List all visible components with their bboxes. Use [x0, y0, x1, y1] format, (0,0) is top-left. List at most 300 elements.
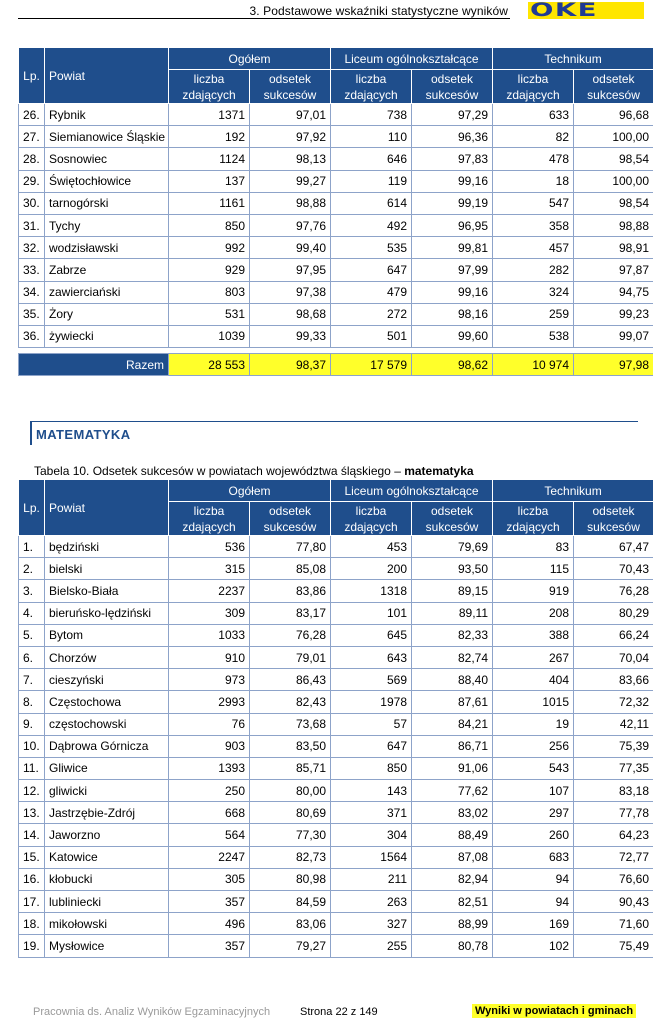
row-value: 110: [331, 126, 412, 148]
row-value: 75,39: [574, 735, 653, 757]
col-odsetek: odsetek sukcesów: [250, 502, 331, 536]
row-number: 13.: [19, 802, 45, 824]
table-row: [19, 802, 653, 824]
col-powiat: Powiat: [45, 480, 169, 536]
table-row: [19, 237, 653, 259]
col-lp: Lp.: [19, 480, 45, 536]
row-value: 255: [331, 935, 412, 957]
caption-subject: matematyka: [404, 464, 474, 478]
row-powiat: Katowice: [45, 846, 169, 868]
row-value: 99,60: [412, 325, 493, 347]
row-value: 1564: [331, 846, 412, 868]
row-value: 929: [169, 259, 250, 281]
row-value: 457: [493, 237, 574, 259]
row-value: 1161: [169, 192, 250, 214]
row-value: 99,07: [574, 325, 653, 347]
row-value: 98,54: [574, 148, 653, 170]
caption-prefix: Tabela 10. Odsetek sukcesów w powiatach województwa śląskiego –: [34, 464, 405, 478]
row-value: 99,16: [412, 170, 493, 192]
row-value: 1371: [169, 104, 250, 126]
row-value: 98,88: [250, 192, 331, 214]
row-value: 82,43: [250, 691, 331, 713]
row-value: 633: [493, 104, 574, 126]
col-liczba: liczba zdających: [169, 502, 250, 536]
page-header: [0, 0, 653, 24]
total-cell: 97,98: [574, 354, 653, 376]
row-powiat: Chorzów: [45, 646, 169, 668]
col-group-ogolem: Ogółem: [169, 48, 331, 70]
oke-logo: [528, 2, 644, 19]
row-value: 358: [493, 214, 574, 236]
row-number: 8.: [19, 691, 45, 713]
row-value: 96,68: [574, 104, 653, 126]
row-number: 12.: [19, 780, 45, 802]
row-value: 86,71: [412, 735, 493, 757]
table-body: [19, 536, 653, 958]
row-powiat: częstochowski: [45, 713, 169, 735]
col-group-ogolem: Ogółem: [169, 480, 331, 502]
row-value: 18: [493, 170, 574, 192]
table-total: [19, 348, 653, 376]
row-number: 26.: [19, 104, 45, 126]
total-label: Razem: [19, 354, 169, 376]
row-value: 82: [493, 126, 574, 148]
row-value: 100,00: [574, 126, 653, 148]
row-value: 297: [493, 802, 574, 824]
row-value: 99,19: [412, 192, 493, 214]
row-value: 259: [493, 303, 574, 325]
row-number: 5.: [19, 624, 45, 646]
row-value: 496: [169, 913, 250, 935]
table-row: [19, 325, 653, 347]
row-value: 97,01: [250, 104, 331, 126]
row-value: 137: [169, 170, 250, 192]
row-value: 76,60: [574, 868, 653, 890]
col-powiat: Powiat: [45, 48, 169, 104]
table-row: [19, 214, 653, 236]
row-powiat: bieruńsko-lędziński: [45, 602, 169, 624]
table-row: [19, 713, 653, 735]
row-value: 98,91: [574, 237, 653, 259]
col-group-liceum: Liceum ogólnokształcące: [331, 48, 493, 70]
row-number: 33.: [19, 259, 45, 281]
row-value: 76: [169, 713, 250, 735]
row-value: 211: [331, 868, 412, 890]
row-powiat: cieszyński: [45, 669, 169, 691]
total-cell: 98,62: [412, 354, 493, 376]
row-value: 83,66: [574, 669, 653, 691]
row-value: 614: [331, 192, 412, 214]
row-value: 1393: [169, 757, 250, 779]
row-value: 76,28: [250, 624, 331, 646]
row-number: 28.: [19, 148, 45, 170]
row-value: 97,95: [250, 259, 331, 281]
row-value: 88,99: [412, 913, 493, 935]
row-number: 7.: [19, 669, 45, 691]
row-powiat: Sosnowiec: [45, 148, 169, 170]
row-value: 309: [169, 602, 250, 624]
row-number: 14.: [19, 824, 45, 846]
footer-report-title: Wyniki w powiatach i gminach: [472, 1004, 636, 1018]
table-row: [19, 303, 653, 325]
row-value: 96,95: [412, 214, 493, 236]
row-value: 94,75: [574, 281, 653, 303]
row-number: 2.: [19, 558, 45, 580]
col-liczba: liczba zdających: [169, 70, 250, 104]
table-row: [19, 691, 653, 713]
row-value: 101: [331, 602, 412, 624]
row-value: 97,99: [412, 259, 493, 281]
table-row: [19, 891, 653, 913]
row-value: 83,18: [574, 780, 653, 802]
row-value: 1124: [169, 148, 250, 170]
row-value: 87,61: [412, 691, 493, 713]
row-value: 83,17: [250, 602, 331, 624]
row-number: 9.: [19, 713, 45, 735]
table-row: [19, 602, 653, 624]
table-header: [19, 48, 653, 104]
row-number: 3.: [19, 580, 45, 602]
row-value: 72,77: [574, 846, 653, 868]
table-row: [19, 935, 653, 957]
row-value: 99,23: [574, 303, 653, 325]
row-number: 4.: [19, 602, 45, 624]
row-value: 97,87: [574, 259, 653, 281]
row-value: 535: [331, 237, 412, 259]
row-value: 99,33: [250, 325, 331, 347]
row-powiat: kłobucki: [45, 868, 169, 890]
row-value: 98,68: [250, 303, 331, 325]
row-value: 75,49: [574, 935, 653, 957]
row-value: 327: [331, 913, 412, 935]
row-value: 803: [169, 281, 250, 303]
row-value: 83,02: [412, 802, 493, 824]
row-value: 85,08: [250, 558, 331, 580]
row-value: 919: [493, 580, 574, 602]
col-group-technikum: Technikum: [493, 48, 653, 70]
col-odsetek: odsetek sukcesów: [574, 502, 653, 536]
row-value: 82,33: [412, 624, 493, 646]
row-value: 85,71: [250, 757, 331, 779]
row-number: 31.: [19, 214, 45, 236]
row-value: 71,60: [574, 913, 653, 935]
col-liczba: liczba zdających: [493, 502, 574, 536]
row-value: 89,11: [412, 602, 493, 624]
col-odsetek: odsetek sukcesów: [250, 70, 331, 104]
row-value: 87,08: [412, 846, 493, 868]
row-value: 77,80: [250, 536, 331, 558]
footer-publisher: Pracownia ds. Analiz Wyników Egzaminacyjnych: [33, 1006, 271, 1018]
row-powiat: zawierciański: [45, 281, 169, 303]
results-table-continued: [18, 47, 653, 376]
row-value: 98,13: [250, 148, 331, 170]
row-value: 66,24: [574, 624, 653, 646]
table-header: [19, 480, 653, 536]
row-value: 99,16: [412, 281, 493, 303]
row-number: 32.: [19, 237, 45, 259]
row-value: 82,94: [412, 868, 493, 890]
table-row: [19, 192, 653, 214]
row-value: 107: [493, 780, 574, 802]
row-number: 35.: [19, 303, 45, 325]
row-value: 82,51: [412, 891, 493, 913]
total-cell: 17 579: [331, 354, 412, 376]
row-value: 404: [493, 669, 574, 691]
table-row: [19, 624, 653, 646]
row-value: 305: [169, 868, 250, 890]
row-value: 738: [331, 104, 412, 126]
row-value: 492: [331, 214, 412, 236]
row-value: 93,50: [412, 558, 493, 580]
row-value: 70,43: [574, 558, 653, 580]
row-value: 543: [493, 757, 574, 779]
row-value: 83: [493, 536, 574, 558]
total-cell: 28 553: [169, 354, 250, 376]
section-heading: [30, 421, 640, 445]
row-value: 88,40: [412, 669, 493, 691]
row-value: 263: [331, 891, 412, 913]
row-powiat: bielski: [45, 558, 169, 580]
row-value: 643: [331, 646, 412, 668]
row-value: 260: [493, 824, 574, 846]
row-number: 30.: [19, 192, 45, 214]
row-powiat: Jaworzno: [45, 824, 169, 846]
table-row: [19, 735, 653, 757]
header-rule: [18, 18, 510, 19]
row-powiat: Częstochowa: [45, 691, 169, 713]
total-cell: 98,37: [250, 354, 331, 376]
row-value: 538: [493, 325, 574, 347]
row-value: 250: [169, 780, 250, 802]
row-value: 72,32: [574, 691, 653, 713]
row-value: 903: [169, 735, 250, 757]
row-number: 29.: [19, 170, 45, 192]
row-value: 98,16: [412, 303, 493, 325]
row-value: 1039: [169, 325, 250, 347]
col-group-liceum: Liceum ogólnokształcące: [331, 480, 493, 502]
row-powiat: Dąbrowa Górnicza: [45, 735, 169, 757]
row-value: 324: [493, 281, 574, 303]
row-value: 1978: [331, 691, 412, 713]
row-value: 357: [169, 935, 250, 957]
row-value: 80,98: [250, 868, 331, 890]
row-value: 282: [493, 259, 574, 281]
row-value: 547: [493, 192, 574, 214]
row-value: 90,43: [574, 891, 653, 913]
row-value: 850: [331, 757, 412, 779]
table-row: [19, 170, 653, 192]
row-powiat: Żory: [45, 303, 169, 325]
row-value: 646: [331, 148, 412, 170]
row-value: 80,69: [250, 802, 331, 824]
col-liczba: liczba zdających: [331, 502, 412, 536]
row-value: 97,29: [412, 104, 493, 126]
table-row: [19, 580, 653, 602]
row-value: 83,50: [250, 735, 331, 757]
row-value: 96,36: [412, 126, 493, 148]
row-powiat: Siemianowice Śląskie: [45, 126, 169, 148]
row-powiat: Rybnik: [45, 104, 169, 126]
row-value: 97,92: [250, 126, 331, 148]
row-value: 67,47: [574, 536, 653, 558]
row-powiat: żywiecki: [45, 325, 169, 347]
row-value: 910: [169, 646, 250, 668]
row-value: 99,27: [250, 170, 331, 192]
row-number: 6.: [19, 646, 45, 668]
row-powiat: gliwicki: [45, 780, 169, 802]
row-value: 992: [169, 237, 250, 259]
row-value: 19: [493, 713, 574, 735]
row-value: 304: [331, 824, 412, 846]
row-powiat: Świętochłowice: [45, 170, 169, 192]
row-powiat: tarnogórski: [45, 192, 169, 214]
row-value: 647: [331, 259, 412, 281]
row-number: 18.: [19, 913, 45, 935]
row-value: 88,49: [412, 824, 493, 846]
row-powiat: Tychy: [45, 214, 169, 236]
row-value: 256: [493, 735, 574, 757]
row-powiat: Bielsko-Biała: [45, 580, 169, 602]
row-value: 645: [331, 624, 412, 646]
results-table-matematyka: [18, 479, 653, 958]
table-row: [19, 757, 653, 779]
row-value: 91,06: [412, 757, 493, 779]
row-value: 82,74: [412, 646, 493, 668]
row-value: 453: [331, 536, 412, 558]
row-value: 94: [493, 868, 574, 890]
row-value: 83,86: [250, 580, 331, 602]
table-row: [19, 669, 653, 691]
section-title: MATEMATYKA: [36, 427, 131, 442]
row-value: 1033: [169, 624, 250, 646]
row-value: 97,83: [412, 148, 493, 170]
row-number: 19.: [19, 935, 45, 957]
row-value: 668: [169, 802, 250, 824]
table-row: [19, 868, 653, 890]
row-value: 1015: [493, 691, 574, 713]
row-value: 1318: [331, 580, 412, 602]
row-value: 478: [493, 148, 574, 170]
row-value: 267: [493, 646, 574, 668]
table-row: [19, 259, 653, 281]
row-number: 15.: [19, 846, 45, 868]
row-number: 27.: [19, 126, 45, 148]
col-odsetek: odsetek sukcesów: [412, 70, 493, 104]
row-number: 1.: [19, 536, 45, 558]
table-row: [19, 824, 653, 846]
row-powiat: Jastrzębie-Zdrój: [45, 802, 169, 824]
page-footer: [0, 1004, 653, 1024]
row-value: 42,11: [574, 713, 653, 735]
row-value: 80,29: [574, 602, 653, 624]
row-value: 77,62: [412, 780, 493, 802]
row-number: 11.: [19, 757, 45, 779]
row-value: 97,38: [250, 281, 331, 303]
col-lp: Lp.: [19, 48, 45, 104]
row-value: 143: [331, 780, 412, 802]
row-value: 97,76: [250, 214, 331, 236]
row-number: 17.: [19, 891, 45, 913]
row-value: 371: [331, 802, 412, 824]
row-value: 84,59: [250, 891, 331, 913]
row-value: 100,00: [574, 170, 653, 192]
row-powiat: mikołowski: [45, 913, 169, 935]
row-value: 531: [169, 303, 250, 325]
table-row: [19, 104, 653, 126]
table-row: [19, 558, 653, 580]
logo-text: OKE: [530, 0, 598, 21]
row-value: 77,78: [574, 802, 653, 824]
table-caption: [34, 464, 474, 478]
row-value: 57: [331, 713, 412, 735]
row-value: 99,40: [250, 237, 331, 259]
row-value: 357: [169, 891, 250, 913]
row-number: 36.: [19, 325, 45, 347]
row-value: 89,15: [412, 580, 493, 602]
row-value: 80,00: [250, 780, 331, 802]
row-value: 94: [493, 891, 574, 913]
table-row: [19, 913, 653, 935]
row-value: 2237: [169, 580, 250, 602]
header-section-title: 3. Podstawowe wskaźniki statystyczne wyników: [249, 4, 508, 18]
col-liczba: liczba zdających: [331, 70, 412, 104]
total-cell: 10 974: [493, 354, 574, 376]
row-value: 80,78: [412, 935, 493, 957]
row-value: 192: [169, 126, 250, 148]
row-value: 388: [493, 624, 574, 646]
row-value: 115: [493, 558, 574, 580]
row-powiat: Mysłowice: [45, 935, 169, 957]
section-rule: [30, 421, 638, 422]
row-value: 98,54: [574, 192, 653, 214]
row-value: 70,04: [574, 646, 653, 668]
table-row: [19, 846, 653, 868]
row-powiat: Zabrze: [45, 259, 169, 281]
col-group-technikum: Technikum: [493, 480, 653, 502]
row-value: 479: [331, 281, 412, 303]
row-value: 73,68: [250, 713, 331, 735]
row-value: 569: [331, 669, 412, 691]
table-row: [19, 281, 653, 303]
row-value: 564: [169, 824, 250, 846]
row-value: 83,06: [250, 913, 331, 935]
row-value: 208: [493, 602, 574, 624]
row-value: 77,30: [250, 824, 331, 846]
row-value: 99,81: [412, 237, 493, 259]
row-value: 169: [493, 913, 574, 935]
row-value: 79,01: [250, 646, 331, 668]
row-value: 647: [331, 735, 412, 757]
row-value: 79,27: [250, 935, 331, 957]
row-value: 315: [169, 558, 250, 580]
row-number: 10.: [19, 735, 45, 757]
row-value: 86,43: [250, 669, 331, 691]
row-value: 200: [331, 558, 412, 580]
row-value: 119: [331, 170, 412, 192]
row-value: 272: [331, 303, 412, 325]
table-row: [19, 126, 653, 148]
row-number: 34.: [19, 281, 45, 303]
table-body: [19, 104, 653, 348]
row-powiat: będziński: [45, 536, 169, 558]
row-value: 501: [331, 325, 412, 347]
table-row: [19, 646, 653, 668]
row-value: 850: [169, 214, 250, 236]
row-value: 64,23: [574, 824, 653, 846]
row-value: 536: [169, 536, 250, 558]
col-liczba: liczba zdających: [493, 70, 574, 104]
row-value: 76,28: [574, 580, 653, 602]
